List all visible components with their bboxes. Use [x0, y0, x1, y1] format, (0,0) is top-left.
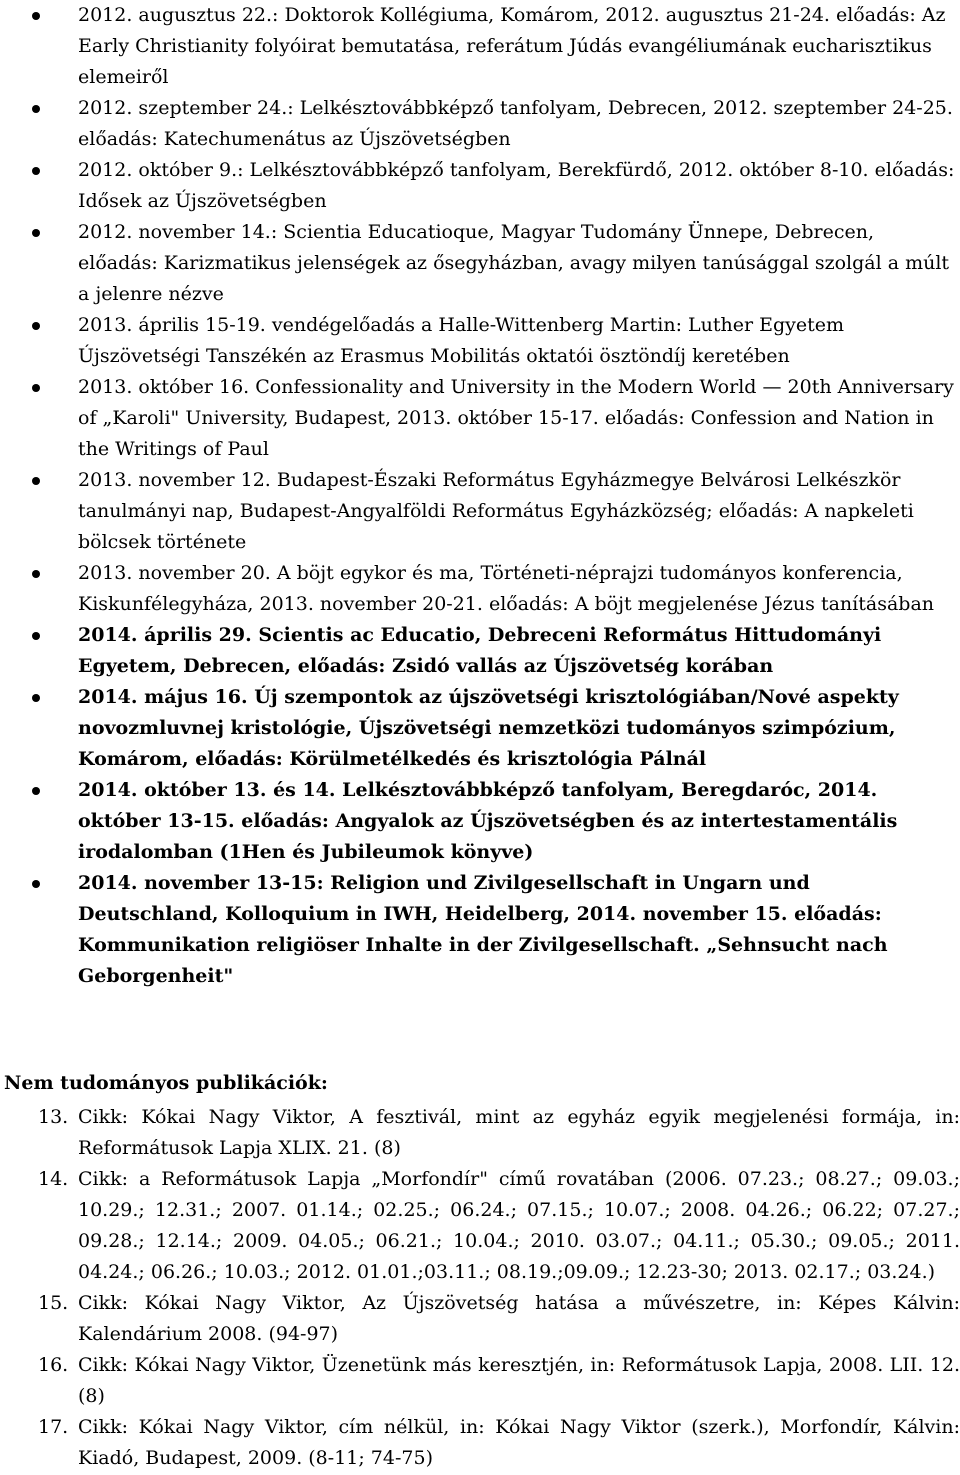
publication-item: [0, 1288, 960, 1350]
talk-list-item: [0, 93, 955, 155]
bullet-icon: [32, 880, 40, 888]
publication-number: 13.: [38, 1106, 69, 1128]
publication-number: 16.: [38, 1354, 69, 1376]
bullet-icon: [32, 787, 40, 795]
talk-text: 2013. november 20. A böjt egykor és ma, Történeti-néprajzi tudományos konferencia, Kiskunfélegyháza, 2013. november 20-21. előadás: A böjt megjelenése Jézus tanításában: [78, 562, 935, 615]
publication-item: [0, 1102, 960, 1164]
publication-item: [0, 1350, 960, 1412]
talk-list-item: [0, 310, 955, 372]
talk-list-item: [0, 775, 955, 868]
bullet-icon: [32, 694, 40, 702]
publication-number: 15.: [38, 1292, 69, 1314]
talk-list-item: [0, 217, 955, 310]
talk-list-item: [0, 620, 955, 682]
bullet-icon: [32, 632, 40, 640]
publication-text: Cikk: Kókai Nagy Viktor, A fesztivál, mint az egyház egyik megjelenési formája, in: Reformátusok Lapja XLIX. 21. (8): [78, 1106, 960, 1159]
talk-text: 2012. augusztus 22.: Doktorok Kollégiuma, Komárom, 2012. augusztus 21-24. előadás: Az Early Christianity folyóirat bemutatása, referátum Júdás evangéliumának eucharisztikus elemeiről: [78, 4, 946, 88]
talk-text: 2014. október 13. és 14. Lelkésztovábbképző tanfolyam, Beregdaróc, 2014. október 13-15. előadás: Angyalok az Újszövetségben és az intertestamentális irodalomban (1Hen és Jubileumok könyve): [78, 779, 898, 863]
publication-text: Cikk: Kókai Nagy Viktor, Üzenetünk más keresztjén, in: Reformátusok Lapja, 2008. LII. 12. (8): [78, 1354, 960, 1407]
talk-text: 2014. április 29. Scientis ac Educatio, Debreceni Református Hittudományi Egyetem, Debrecen, előadás: Zsidó vallás az Újszövetség korában: [78, 624, 882, 677]
talk-list-item: [0, 372, 955, 465]
talk-list-item: [0, 465, 955, 558]
talk-list-item: [0, 155, 955, 217]
section-heading: Nem tudományos publikációk:: [4, 1072, 328, 1094]
bullet-icon: [32, 12, 40, 20]
bullet-icon: [32, 105, 40, 113]
bullet-icon: [32, 384, 40, 392]
talk-text: 2012. október 9.: Lelkésztovábbképző tanfolyam, Berekfürdő, 2012. október 8-10. előadás: Idősek az Újszövetségben: [78, 159, 955, 212]
bullet-icon: [32, 229, 40, 237]
talk-text: 2013. október 16. Confessionality and University in the Modern World — 20th Anniversary of „Karoli" University, Budapest, 2013. október 15-17. előadás: Confession and Nation in the Writings of Paul: [78, 376, 954, 460]
publication-text: Cikk: a Reformátusok Lapja „Morfondír" című rovatában (2006. 07.23.; 08.27.; 09.03.; 10.29.; 12.31.; 2007. 01.14.; 02.25.; 06.24.; 07.15.; 10.07.; 2008. 04.26.; 06.22; 07.27.; 09.28.; 12.14.; 2009. 04.05.; 06.21.; 10.04.; 2010. 03.07.; 04.11.; 05.30.; 09.05.; 2011. 04.24.; 06.26.; 10.03.; 2012. 01.01.;03.11.; 08.19.;09.09.; 12.23-30; 2013. 02.17.; 03.24.): [78, 1168, 960, 1283]
bullet-icon: [32, 167, 40, 175]
publication-text: Cikk: Kókai Nagy Viktor, cím nélkül, in: Kókai Nagy Viktor (szerk.), Morfondír, Kálvin: Kiadó, Budapest, 2009. (8-11; 74-75): [78, 1416, 960, 1469]
bullet-icon: [32, 477, 40, 485]
publication-list: [0, 1102, 960, 1474]
talk-text: 2012. november 14.: Scientia Educatioque, Magyar Tudomány Ünnepe, Debrecen, előadás: Karizmatikus jelenségek az ősegyházban, avagy milyen tanúsággal szolgál a múlt a jelenre nézve: [78, 221, 950, 305]
publication-item: [0, 1412, 960, 1474]
talk-text: 2013. április 15-19. vendégelőadás a Halle-Wittenberg Martin: Luther Egyetem Újszövetségi Tanszékén az Erasmus Mobilitás oktatói ösztöndíj keretében: [78, 314, 845, 367]
publication-number: 14.: [38, 1168, 69, 1190]
bullet-icon: [32, 570, 40, 578]
publication-number: 17.: [38, 1416, 69, 1438]
talk-list-item: [0, 868, 955, 992]
talk-text: 2013. november 12. Budapest-Északi Református Egyházmegye Belvárosi Lelkészkör tanulmányi nap, Budapest-Angyalföldi Református Egyházközség; előadás: A napkeleti bölcsek története: [78, 469, 914, 553]
talk-text: 2012. szeptember 24.: Lelkésztovábbképző tanfolyam, Debrecen, 2012. szeptember 24-25. előadás: Katechumenátus az Újszövetségben: [78, 97, 953, 150]
publication-text: Cikk: Kókai Nagy Viktor, Az Újszövetség hatása a művészetre, in: Képes Kálvin: Kalendárium 2008. (94-97): [78, 1292, 960, 1345]
talk-list-item: [0, 0, 955, 93]
talk-list-item: [0, 682, 955, 775]
talk-text: 2014. november 13-15: Religion und Zivilgesellschaft in Ungarn und Deutschland, Kolloquium in IWH, Heidelberg, 2014. november 15. előadás: Kommunikation religiöser Inhalte in der Zivilgesellschaft. „Sehnsucht nach Geborgenheit": [78, 872, 888, 987]
publication-item: [0, 1164, 960, 1288]
bullet-icon: [32, 322, 40, 330]
talk-text: 2014. május 16. Új szempontok az újszövetségi krisztológiában/Nové aspekty novozmluvnej kristológie, Újszövetségi nemzetközi tudományos szimpózium, Komárom, előadás: Körülmetélkedés és krisztológia Pálnál: [78, 686, 899, 770]
talk-list-item: [0, 558, 955, 620]
